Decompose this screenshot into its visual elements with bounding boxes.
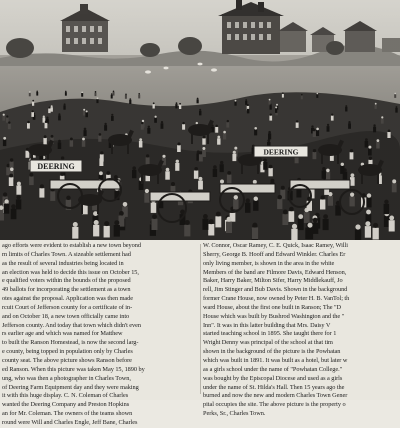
- caption-line: was bought by the Episcopal Diocese and used as a girls: [203, 374, 343, 382]
- caption-line: e county, being topped in population only by Charles: [2, 348, 133, 356]
- caption-column-left: [2, 242, 198, 428]
- caption-line: ward House, about the first one built in Ranson; The "D: [203, 303, 342, 311]
- caption-line: pital occupies the site. The above picture is the property o: [203, 401, 346, 409]
- caption-line: W. Connor, Oscar Ramey, C. E. Quick, Isaac Ramey, Willi: [203, 242, 348, 249]
- caption-line: started teaching school in 1895. She taught there for 1: [203, 330, 337, 338]
- caption-line: and on October 18, a new town officially came into: [2, 312, 130, 320]
- caption-line: ago efforts were evident to establish a new town beyond: [2, 242, 141, 249]
- caption-line: as the result of several industries being located in: [2, 259, 124, 267]
- caption-line: only living member, is shown in the area in the white: [203, 259, 335, 267]
- caption-line: wanted the Deering Company and Preston Hopkins: [2, 401, 130, 409]
- caption-line: Baker, Harry Baker, Milton Sifer, Harry Middlekauff, Jo: [203, 277, 343, 285]
- caption-line: rell, Jim Stinger and Bub Davis. Shown in the background: [203, 286, 348, 294]
- caption-line: under the name of St. Hilda's Hall. Then 15 years ago the: [203, 383, 345, 391]
- caption-line: rcuit Court of Jefferson county for a certificate of in-: [2, 303, 133, 311]
- caption-line: shown in the background of the picture is the Powhatan: [203, 348, 341, 356]
- caption-line: ed Ranson. When this picture was taken May 15, 1890 by: [2, 365, 145, 373]
- caption-line: burned and now the new and modern Charles Town Gener: [203, 392, 348, 400]
- caption-line: Sherry, George B. Hooff and Edward Winkler. Charles Er: [203, 250, 346, 258]
- caption-line: rn limits of Charles Town. A sizeable settlement had: [2, 250, 131, 258]
- caption-line: county seat. The above picture shows Ranson before: [2, 356, 132, 364]
- caption-line: it with this huge display. C. N. Coleman of Charles: [2, 392, 129, 400]
- caption-column-right: [203, 242, 400, 419]
- caption-line: ung, who was then a photographer in Charles Town,: [2, 374, 131, 382]
- caption-line: Members of the band are Filmore Davis, Edward Henson,: [203, 268, 347, 276]
- caption-line: 49 ballots for incorporating the settlement as a town: [2, 286, 131, 294]
- caption-line: otes against the proposal. Application was then made: [2, 295, 134, 303]
- caption-line: to built the Ranson Homestead, is now the second larg-: [2, 339, 139, 347]
- photo-caption: [0, 240, 400, 426]
- caption-line: Wright Denny was principal of the school at that tim: [203, 339, 333, 347]
- caption-line: of Deering Farm Equipment day and they were making: [2, 383, 139, 391]
- column-divider: [200, 244, 201, 394]
- caption-line: rs earlier age and which was named for Matthew: [2, 330, 123, 338]
- caption-line: an election was held to decide this issue on October 15,: [2, 268, 139, 276]
- caption-line: House which was built by Bushrod Washington and the ": [203, 312, 345, 320]
- caption-line: round were Will and Charles Engle, Jeff Bane, Charles: [2, 418, 138, 426]
- caption-line: an for Mr. Coleman. The owners of the teams shown: [2, 410, 133, 418]
- caption-line: Perks, Sr., Charles Town.: [203, 410, 266, 418]
- caption-line: e qualified voters within the bounds of the proposed: [2, 277, 131, 285]
- caption-line: as a girls school under the name of "Powhatan College.": [203, 365, 343, 373]
- caption-line: Inn". It was in this latter building that Mrs. Daisy V: [203, 321, 331, 329]
- caption-line: which was built in 1891. It was built as a hotel, but later w: [203, 356, 348, 364]
- caption-line: former Crane House, now owned by Peter H. B. VanTol; th: [203, 295, 350, 303]
- caption-line: Jefferson county. And today that town which didn't even: [2, 321, 141, 329]
